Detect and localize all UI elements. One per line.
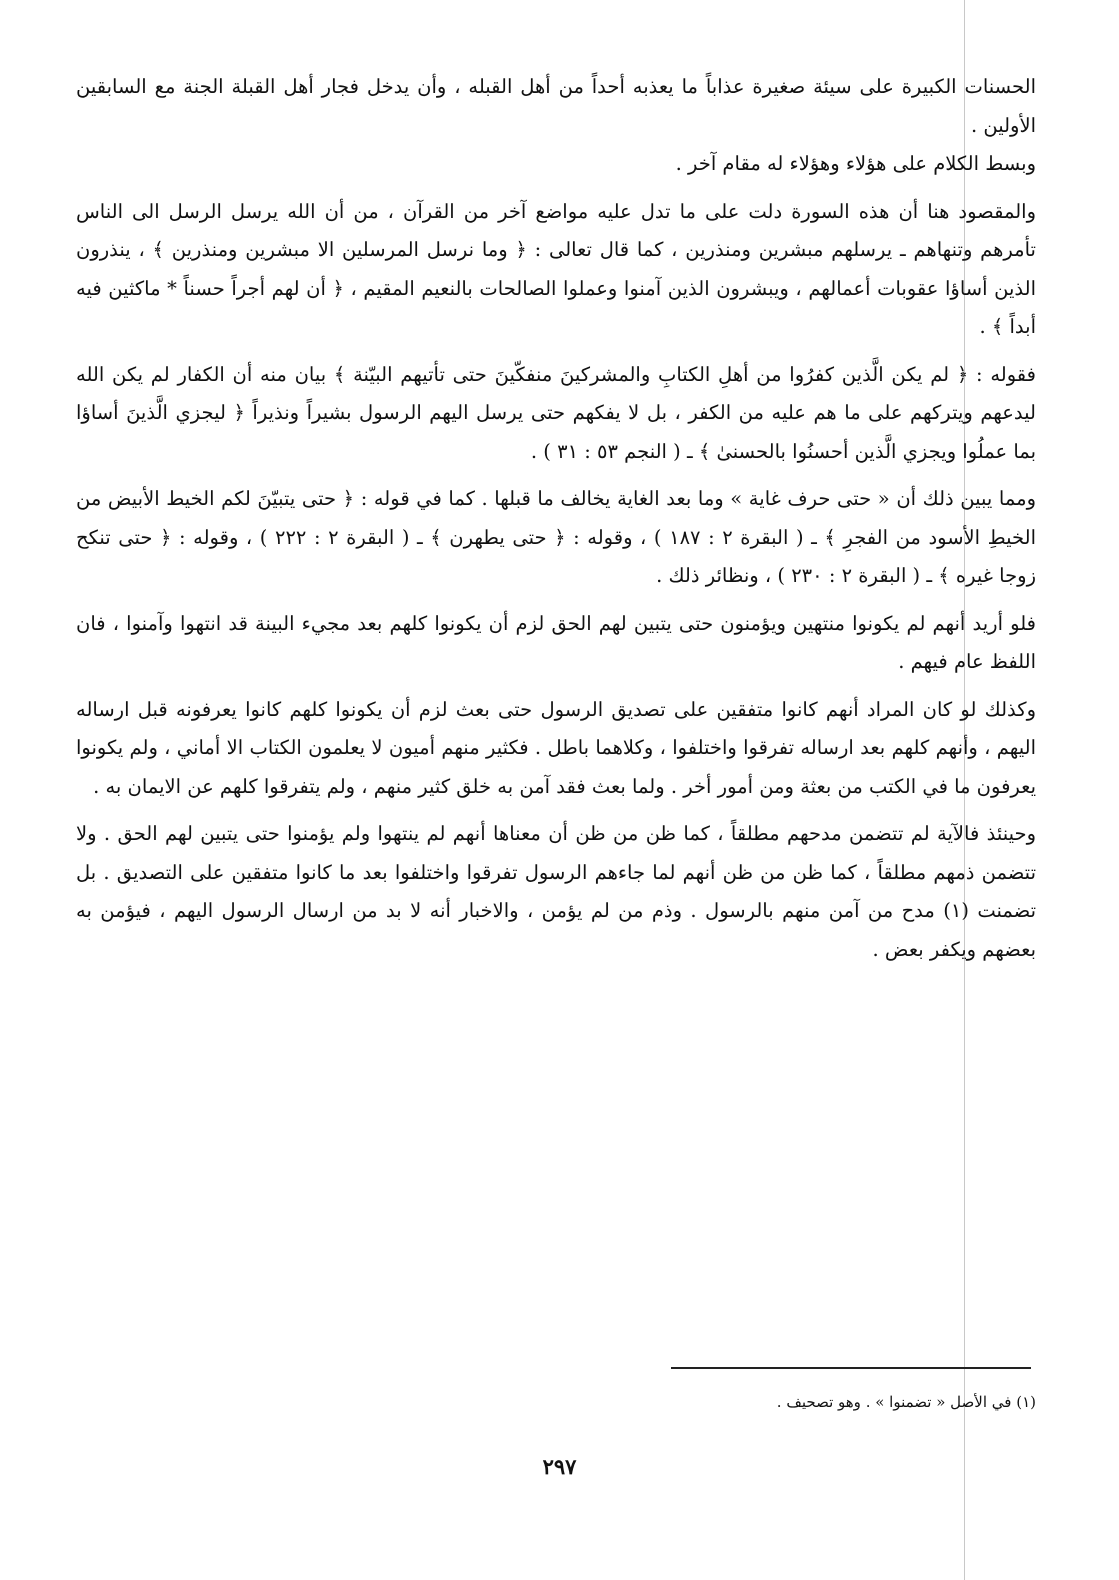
page-body — [76, 68, 1036, 978]
footnote-separator — [671, 1367, 1031, 1369]
paragraph-5: ومما يبين ذلك أن « حتى حرف غاية » وما بعد الغاية يخالف ما قبلها . كما في قوله : ﴿ حتى يتبيّنَ لكم الخيط الأبيض من الخيطِ الأسود من الفجرِ ﴾ ـ ( البقرة ٢ : ١٨٧ ) ، وقوله : ﴿ حتى يطهرن ﴾ ـ ( البقرة ٢ : ٢٢٢ ) ، وقوله : ﴿ حتى تنكح زوجا غيره ﴾ ـ ( البقرة ٢ : ٢٣٠ ) ، ونظائر ذلك . — [76, 487, 1036, 587]
paragraph-1: الحسنات الكبيرة على سيئة صغيرة عذاباً ما يعذبه أحداً من أهل القبله ، وأن يدخل فجار أهل القبلة الجنة مع السابقين الأولين . — [76, 75, 1036, 137]
footnote: (١) في الأصل « تضمنوا » . وهو تصحيف . — [776, 1393, 1036, 1411]
paragraph-4: فقوله : ﴿ لم يكن الَّذين كفرُوا من أهلِ الكتابِ والمشركينَ منفكّينَ حتى تأتيهم البيّنة ﴾ بيان منه أن الكفار لم يكن الله ليدعهم ويتركهم على ما هم عليه من الكفر ، بل لا يفكهم حتى يرسل اليهم الرسول بشيراً ونذيراً ﴿ ليجزي الَّذينَ أساؤا بما عملُوا ويجزي الَّذين أحسنُوا بالحسنىٰ ﴾ ـ ( النجم ٥٣ : ٣١ ) . — [76, 362, 1036, 463]
paragraph-8: وحينئذ فالآية لم تتضمن مدحهم مطلقاً ، كما ظن من ظن أن معناها أنهم لم ينتهوا ولم يؤمنوا حتى يتبين لهم الحق . ولا تتضمن ذمهم مطلقاً ، كما ظن من ظن أنهم لما جاءهم الرسول تفرقوا واختلفوا بعد ما كانوا متفقين على التصديق . بل تضمنت (١) مدح من آمن منهم بالرسول . وذم من لم يؤمن ، والاخبار أنه لا بد من ارسال الرسول اليهم ، فيؤمن به بعضهم ويكفر بعض . — [76, 822, 1036, 961]
paragraph-3: والمقصود هنا أن هذه السورة دلت على ما تدل عليه مواضع آخر من القرآن ، من أن الله يرسل الرسل الى الناس تأمرهم وتنهاهم ـ يرسلهم مبشرين ومنذرين ، كما قال تعالى : ﴿ وما نرسل المرسلين الا مبشرين ومنذرين ﴾ ، ينذرون الذين أساؤا عقوبات أعمالهم ، ويبشرون الذين آمنوا وعملوا الصالحات بالنعيم المقيم ، ﴿ أن لهم أجراً حسناً * ماكثين فيه أبداً ﴾ . — [76, 199, 1036, 338]
page-number: ٢٩٧ — [542, 1454, 577, 1479]
paragraph-2: وبسط الكلام على هؤلاء وهؤلاء له مقام آخر . — [675, 152, 1036, 175]
paragraph-7: وكذلك لو كان المراد أنهم كانوا متفقين على تصديق الرسول حتى بعث لزم أن يكونوا كلهم كانوا يعرفونه قبل ارساله اليهم ، وأنهم كلهم بعد ارساله تفرقوا واختلفوا ، وكلاهما باطل . فكثير منهم أميون لا يعلمون الكتاب الا أماني ، ولم يكونوا يعرفون ما في الكتب من بعثة ومن أمور أخر . ولما بعث فقد آمن به خلق كثير منهم ، ولم يتفرقوا كلهم عن الايمان به . — [76, 697, 1036, 798]
paragraph-6: فلو أريد أنهم لم يكونوا منتهين ويؤمنون حتى يتبين لهم الحق لزم أن يكونوا كلهم بعد مجيء البينة قد انتهوا وآمنوا ، فان اللفظ عام فيهم . — [76, 611, 1036, 673]
